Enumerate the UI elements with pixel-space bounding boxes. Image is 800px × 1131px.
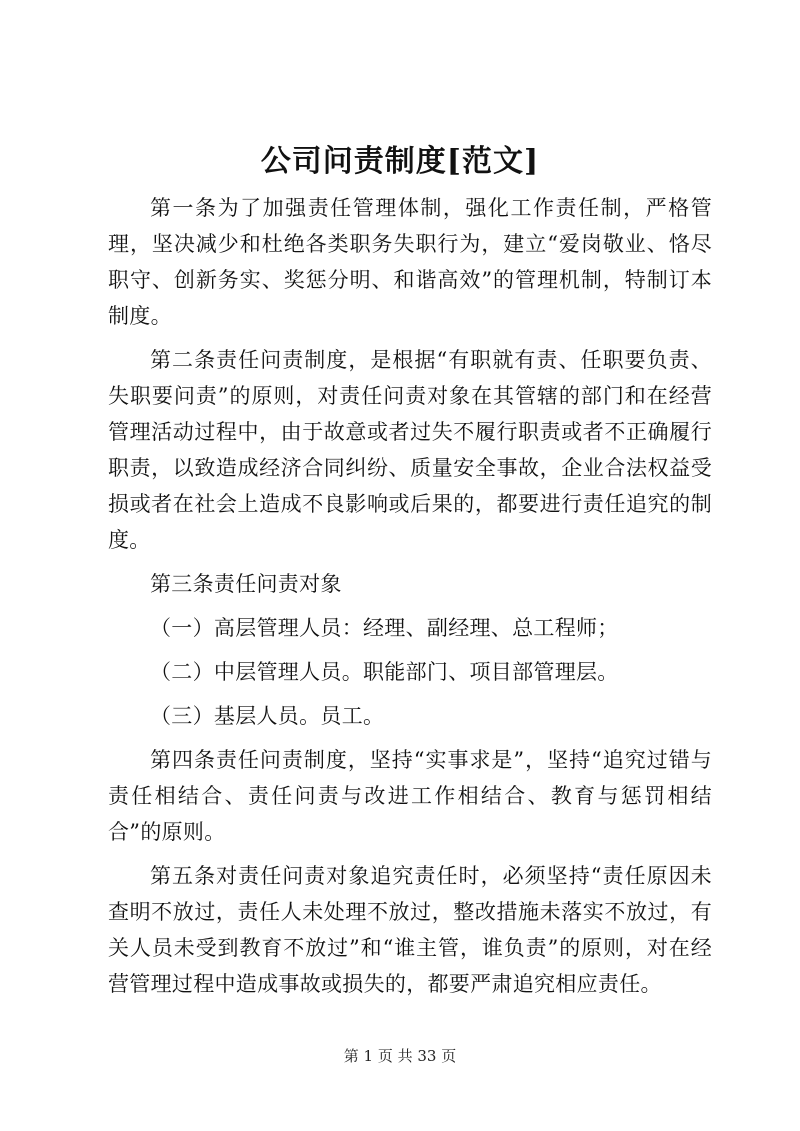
accountability-target-item: （一）高层管理人员：经理、副经理、总工程师；	[150, 616, 619, 640]
document-title: 公司问责制度[范文]	[260, 144, 540, 179]
accountability-target-item: （二）中层管理人员。职能部门、项目部管理层。	[150, 660, 619, 684]
article-4-paragraph: 第四条责任问责制度，坚持“实事求是”，坚持“追究过错与责任相结合、责任问责与改进工作相结合、教育与惩罚相结合”的原则。	[108, 748, 712, 844]
document-body	[108, 190, 712, 1002]
accountability-target-item: （三）基层人员。员工。	[150, 704, 385, 728]
article-1-paragraph: 第一条为了加强责任管理体制，强化工作责任制，严格管理，坚决减少和杜绝各类职务失职行为，建立“爱岗敬业、恪尽职守、创新务实、奖惩分明、和谐高效”的管理机制，特制订本制度。	[108, 196, 712, 328]
article-2-paragraph: 第二条责任问责制度，是根据“有职就有责、任职要负责、失职要问责”的原则，对责任问责对象在其管辖的部门和在经营管理活动过程中，由于故意或者过失不履行职责或者不正确履行职责，以致造成经济合同纠纷、质量安全事故，企业合法权益受损或者在社会上造成不良影响或后果的，都要进行责任追究的制度。	[108, 348, 712, 552]
article-5-paragraph: 第五条对责任问责对象追究责任时，必须坚持“责任原因未查明不放过，责任人未处理不放过，整改措施未落实不放过，有关人员未受到教育不放过”和“谁主管，谁负责”的原则，对在经营管理过程中造成事故或损失的，都要严肃追究相应责任。	[108, 864, 712, 996]
article-3-heading: 第三条责任问责对象	[150, 572, 342, 596]
page-number-footer: 第 1 页 共 33 页	[343, 1047, 457, 1065]
